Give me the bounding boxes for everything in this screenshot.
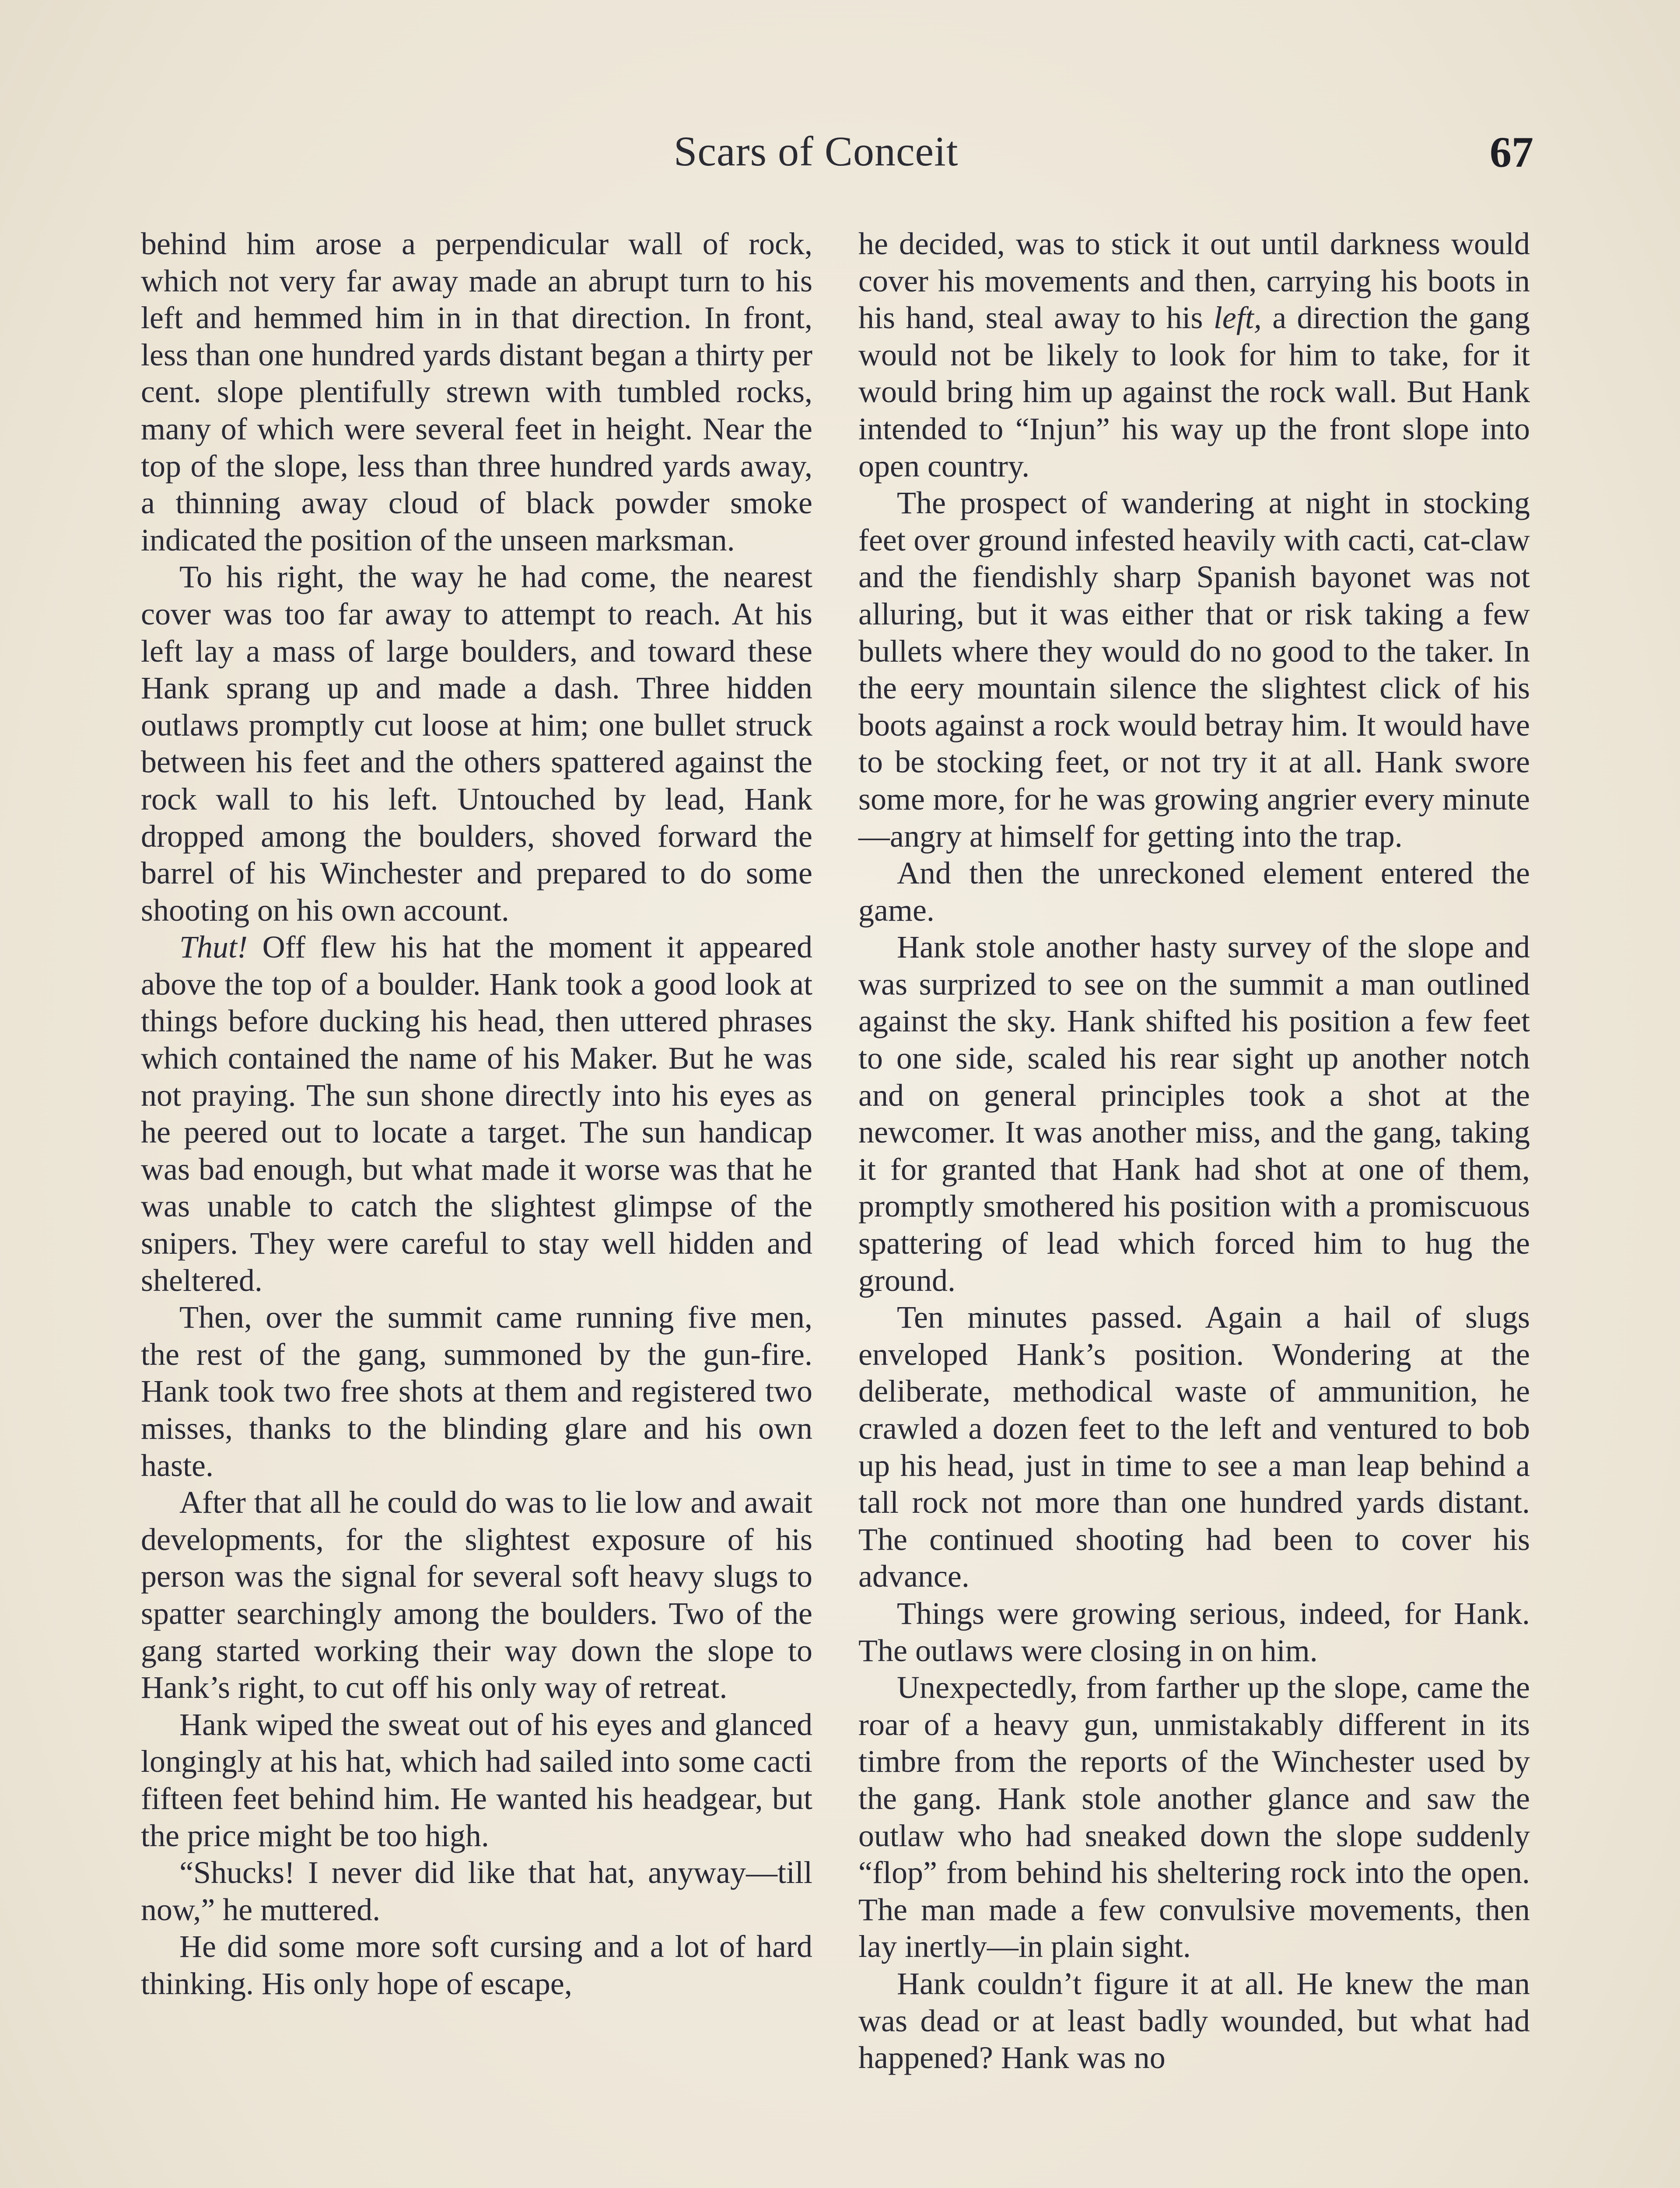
paragraph	[858, 225, 1530, 484]
page-header	[0, 127, 1680, 197]
paragraph: Hank couldn’t figure it at all. He knew the man was dead or at least badly wounded, but what had happened? Hank was no	[858, 1966, 1530, 2076]
paragraph: Hank stole another hasty survey of the slope and was surprized to see on the summit a man outlined against the sky. Hank shifted his position a few feet to one side, scaled his rear sight up another notch and on general principles took a shot at the newcomer. It was another miss, and the gang, taking it for granted that Hank had shot at one of them, promptly smothered his position with a promiscuous spattering of lead which forced him to hug the ground.	[858, 929, 1530, 1298]
right-text-column	[858, 225, 1530, 2076]
paragraph-text: a direction the gang would not be likely to look for him to take, for it would bring him up against the rock wall. But Hank intended to “Injun” his way up the front slope into open country.	[858, 300, 1530, 484]
page-number: 67	[1490, 128, 1533, 176]
paragraph: He did some more soft cursing and a lot of hard thinking. His only hope of escape,	[141, 1929, 812, 2001]
paragraph: And then the unreckoned element entered the game.	[858, 856, 1530, 928]
italic-word: left,	[1213, 300, 1262, 336]
italic-exclamation: Thut!	[179, 929, 248, 965]
paragraph: Hank wiped the sweat out of his eyes and glanced longingly at his hat, which had sailed into some cacti fifteen feet behind him. He wanted his headgear, but the price might be too high.	[141, 1707, 812, 1853]
paragraph: Ten minutes passed. Again a hail of slugs enveloped Hank’s position. Wondering at the deliberate, methodical waste of ammunition, he crawled a dozen feet to the left and ventured to bob up his head, just in time to see a man leap behind a tall rock not more than one hundred yards distant. The continued shooting had been to cover his advance.	[858, 1300, 1530, 1594]
paragraph: To his right, the way he had come, the nearest cover was too far away to attempt to reach. At his left lay a mass of large boulders, and toward these Hank sprang up and made a dash. Three hidden outlaws promptly cut loose at him; one bullet struck between his feet and the others spattered against the rock wall to his left. Untouched by lead, Hank dropped among the boulders, shoved forward the barrel of his Winchester and prepared to do some shooting on his own account.	[141, 559, 812, 928]
paragraph	[141, 929, 812, 1299]
paragraph: “Shucks! I never did like that hat, anyway—till now,” he muttered.	[141, 1855, 812, 1927]
paragraph: The prospect of wandering at night in stocking feet over ground infested heavily with cacti, cat-claw and the fiendishly sharp Spanish bayonet was not alluring, but it was either that or risk taking a few bullets where they would do no good to the taker. In the eery mountain silence the slightest click of his boots against a rock would betray him. It would have to be stocking feet, or not try it at all. Hank swore some more, for he was growing angrier every minute—angry at himself for getting into the trap.	[858, 485, 1530, 854]
paragraph: Then, over the summit came running five men, the rest of the gang, summoned by the gun-fire. Hank took two free shots at them and registered two misses, thanks to the blinding glare and his own haste.	[141, 1300, 812, 1483]
paragraph: Unexpectedly, from farther up the slope, came the roar of a heavy gun, unmistakably different in its timbre from the reports of the Winchester used by the gang. Hank stole another glance and saw the outlaw who had sneaked down the slope suddenly “flop” from behind his sheltering rock into the open. The man made a few convulsive movements, then lay inertly—in plain sight.	[858, 1670, 1530, 1964]
paragraph-text: Off flew his hat the moment it appeared above the top of a boulder. Hank took a good look at things before ducking his head, then uttered phrases which contained the name of his Maker. But he was not praying. The sun shone directly into his eyes as he peered out to locate a target. The sun handicap was bad enough, but what made it worse was that he was unable to catch the slightest glimpse of the snipers. They were careful to stay well hidden and sheltered.	[141, 929, 813, 1298]
paragraph: After that all he could do was to lie low and await developments, for the slightest exposure of his person was the signal for several soft heavy slugs to spatter searchingly among the boulders. Two of the gang started working their way down the slope to Hank’s right, to cut off his only way of retreat.	[141, 1485, 812, 1705]
paragraph: behind him arose a perpendicular wall of rock, which not very far away made an abrupt turn to his left and hemmed him in in that direction. In front, less than one hundred yards distant began a thirty per cent. slope plentifully strewn with tumbled rocks, many of which were several feet in height. Near the top of the slope, less than three hundred yards away, a thinning away cloud of black powder smoke indicated the position of the unseen marksman.	[141, 226, 812, 558]
running-title: Scars of Conceit	[674, 128, 959, 175]
paragraph: Things were growing serious, indeed, for Hank. The outlaws were closing in on him.	[858, 1595, 1530, 1668]
paragraph-text: he decided, was to stick it out until darkness would cover his movements and then, carrying his boots in his hand, steal away to his	[858, 226, 1530, 336]
left-text-column	[141, 225, 812, 2002]
